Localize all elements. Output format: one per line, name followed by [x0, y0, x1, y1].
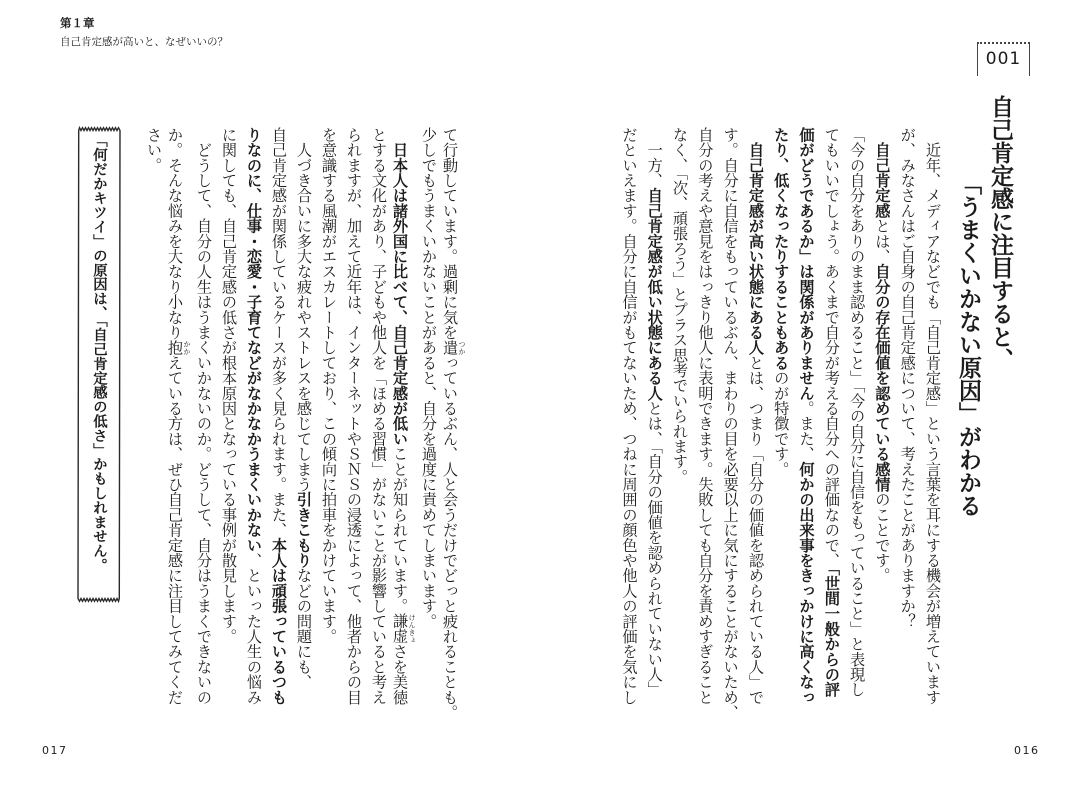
- ruby-base: 謙虚: [391, 613, 409, 644]
- body-column: [291, 127, 316, 727]
- ruby-reading: つか: [458, 339, 466, 356]
- section-number: 001: [977, 42, 1030, 76]
- body-column: [366, 127, 391, 727]
- text-segment: とは、: [873, 218, 892, 264]
- body-column: [743, 127, 768, 727]
- body-column: [667, 127, 692, 727]
- text-segment: のが特徴です。: [772, 370, 791, 477]
- bold-text: 本人は頑張っているつも: [270, 537, 288, 705]
- bold-text: 「世間一般からの評: [822, 567, 841, 698]
- page-number-right: 016: [1014, 744, 1040, 757]
- body-column: [166, 127, 191, 727]
- bold-text: 価がどうであるか」は関係がありません: [797, 127, 816, 401]
- body-column: [819, 127, 844, 727]
- text-segment: とする文化があり、子どもや他人を「ほめる習慣」がないことが影響していると考え: [370, 127, 388, 705]
- page-title-line-2: 「うまくいかない原因」がわかる: [955, 172, 981, 517]
- text-segment: とは、「自分の価値を認められていない人」: [645, 400, 664, 698]
- text-segment: さを美徳: [391, 643, 409, 705]
- body-column: [793, 127, 818, 727]
- bold-text: 自己肯定感が低い状態にある人: [645, 187, 664, 401]
- bold-text: 日本人は諸外国に比べて、自己肯定感が低い: [391, 142, 409, 447]
- body-column: [441, 127, 466, 727]
- ruby-base: 抱: [166, 339, 184, 356]
- body-column: [641, 127, 666, 727]
- text-segment: 近年、メディアなどでも「自己肯定感」という言葉を耳にする機会が増えています: [924, 127, 942, 705]
- page-number-left: 017: [42, 744, 68, 757]
- text-segment: 。また、: [797, 400, 816, 462]
- body-column: [191, 127, 216, 727]
- body-column: [869, 127, 894, 727]
- text-segment: 、といった人生の悩み: [245, 552, 263, 705]
- body-column: [241, 127, 266, 727]
- bold-text: りなのに、仕事・恋愛・子育てなどがなかなかうまくいかない: [245, 127, 263, 553]
- text-segment: 自分の考えや意見をはっきり他人に表明できます。失敗しても自分を責めすぎること: [696, 127, 715, 705]
- page-title-line-1: 自己肯定感に注目すると、: [987, 95, 1013, 371]
- bold-text: 自己肯定感: [873, 142, 892, 219]
- bold-text: 自己肯定感が高い状態にある人: [746, 142, 765, 356]
- text-segment: さい。: [145, 127, 163, 173]
- text-segment: などの問題にも、: [295, 567, 313, 690]
- text-segment: だといえます。自分に自信がもてないため、つねに周囲の顔色や他人の評価を気にし: [620, 127, 639, 705]
- text-segment: られますが、加えて近年は、インターネットやＳＮＳの浸透によって、他者からの目: [345, 127, 363, 705]
- ruby-reading: けんきょ: [408, 613, 416, 644]
- text-segment: とは、つまり「自分の価値を認められている人」で: [746, 355, 765, 705]
- callout-box: [78, 127, 120, 602]
- body-column: [341, 127, 366, 727]
- right-page-body: [616, 127, 945, 727]
- ruby-reading: かか: [183, 339, 191, 356]
- body-column: [844, 127, 869, 727]
- text-segment: を意識する風潮がエスカレートしており、この傾向に拍車をかけています。: [320, 127, 338, 644]
- bold-text: たり、低くなったりすることもある: [772, 127, 791, 371]
- callout-text: 「何だかキツイ」の原因は、「自己肯定感の低さ」かもしれません。: [91, 133, 107, 573]
- text-segment: どうして、自分の人生はうまくいかないのか。どうして、自分はうまくできないの: [195, 127, 213, 705]
- ruby-word: [441, 339, 466, 356]
- text-segment: 「今の自分をありのまま認めること」「今の自分に自信をもっていること」と表現し: [848, 127, 867, 697]
- text-segment: [873, 127, 891, 142]
- text-segment: 自己肯定感が関係しているケースが多く見られます。また、: [270, 127, 288, 538]
- ruby-base: 遣: [441, 339, 459, 356]
- text-segment: が、みなさんはご自身の自己肯定感について、考えたことがありますか？: [898, 127, 917, 629]
- ruby-word: [166, 339, 191, 356]
- text-segment: [747, 127, 765, 142]
- body-column: [266, 127, 291, 727]
- body-column: [316, 127, 341, 727]
- text-segment: のことです。: [873, 491, 892, 584]
- left-page-body: [141, 127, 466, 727]
- text-segment: ことが知られています。: [391, 446, 409, 614]
- text-segment: えている方は、ぜひ自己肯定感に注目してみてくだ: [166, 355, 184, 705]
- text-segment: て行動しています。過剰に気を: [441, 127, 459, 340]
- text-segment: なく、「次、頑張ろう」とプラス思考でいられます。: [671, 127, 690, 485]
- body-column: [616, 127, 641, 727]
- body-column: [216, 127, 241, 727]
- chapter-label: 第１章: [60, 16, 95, 30]
- body-column: [768, 127, 793, 727]
- text-segment: [391, 127, 409, 142]
- text-segment: に関しても、自己肯定感の低さが根本原因となっている事例が散見します。: [220, 127, 238, 644]
- ruby-word: [391, 613, 416, 644]
- text-segment: す。自分に自信をもっているぶん、まわりの目を必要以上に気にすることがないため、: [721, 127, 740, 720]
- text-segment: 一方、: [645, 127, 664, 188]
- text-segment: 人づき合いに多大な疲れやストレスを感じてしまう: [295, 127, 313, 492]
- text-segment: か。そんな悩みを大なり小なり: [166, 127, 184, 340]
- body-column: [391, 127, 416, 727]
- body-column: [920, 127, 945, 727]
- text-segment: てもいいでしょう。あくまで自分が考える自分への評価なので、: [822, 127, 841, 568]
- body-column: [894, 127, 919, 727]
- text-segment: 少しでもうまくいかないことがあると、自分を過度に責めてしまいます。: [420, 127, 438, 629]
- bold-text: 自分の存在価値を認めている感情: [873, 263, 892, 492]
- chapter-title: 自己肯定感が高いと、なぜいいの？: [60, 36, 228, 48]
- text-segment: っているぶん、人と会うだけでどっと疲れることも。: [441, 355, 459, 720]
- body-column: [717, 127, 742, 727]
- bold-text: 引きこもり: [295, 491, 313, 568]
- body-column: [692, 127, 717, 727]
- bold-text: 何かの出来事をきっかけに高くなっ: [797, 461, 816, 705]
